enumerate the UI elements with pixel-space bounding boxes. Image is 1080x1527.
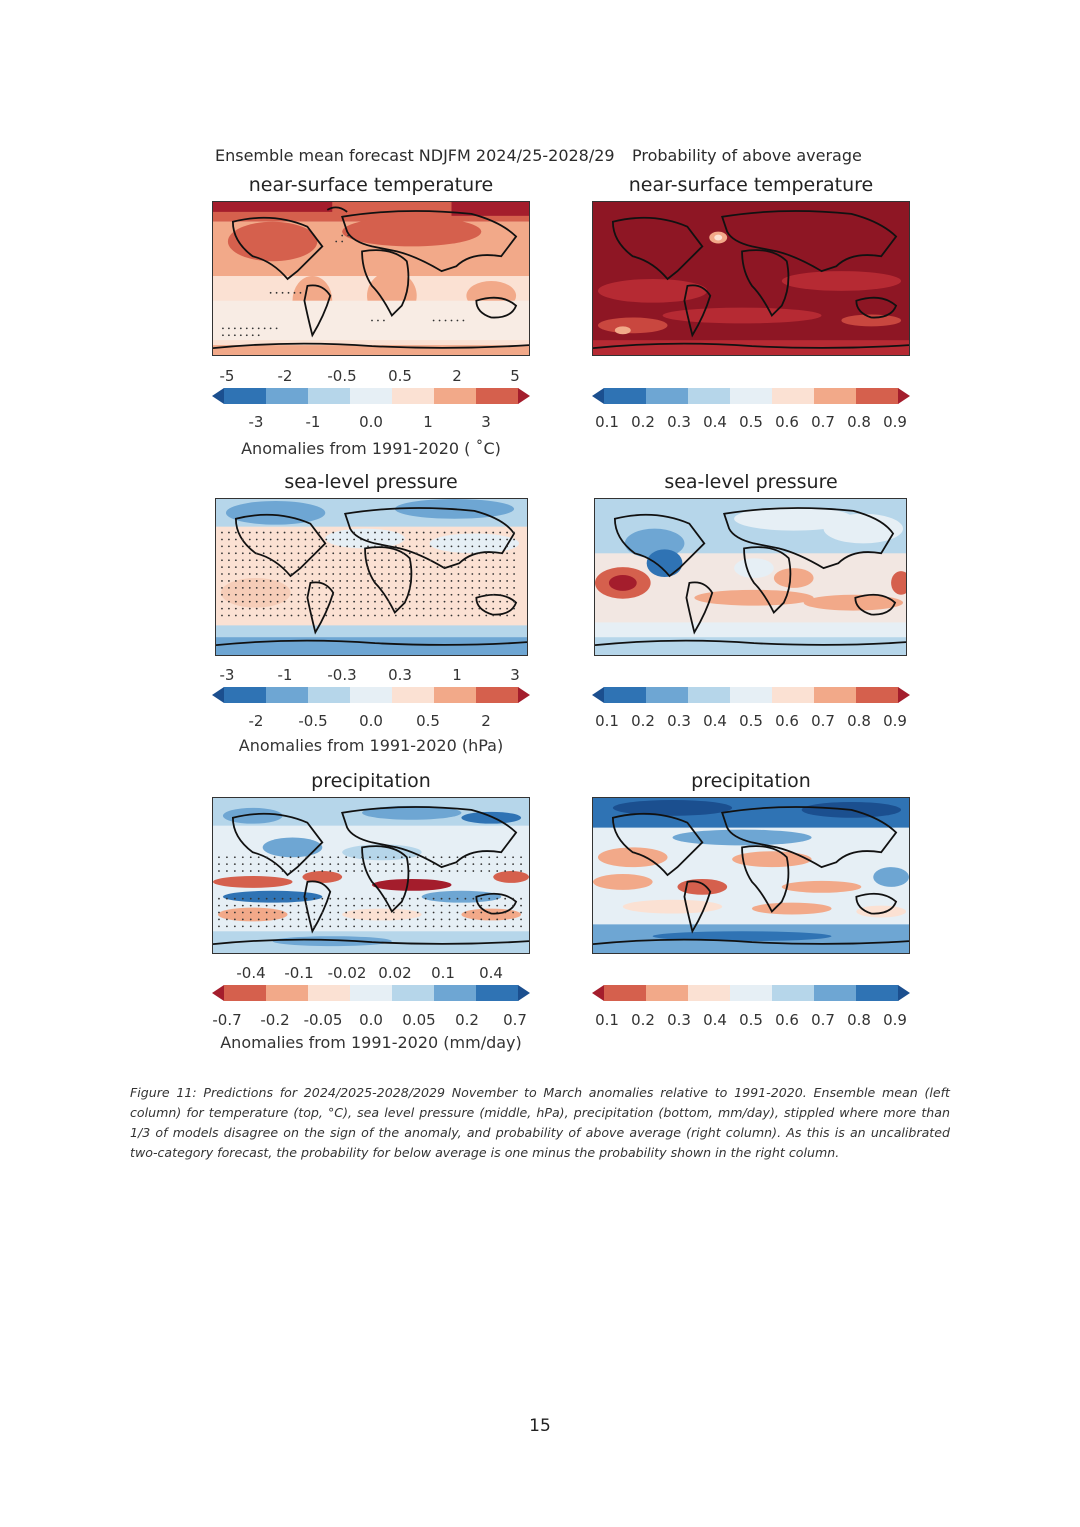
tick-label: 0.9 [883,712,907,730]
tick-label: 0.02 [378,964,412,982]
tick-label: 0.8 [847,413,871,431]
colorbar-segment [308,388,351,404]
colorbar-segment [224,687,267,703]
slp-prob-ticks [592,712,910,732]
colorbar-segment [224,388,267,404]
tick-label: 0.4 [479,964,503,982]
colorbar-segment [688,388,731,404]
colorbar-segment [898,985,910,1001]
precip-prob-ticks [592,1011,910,1031]
tick-label: 0.6 [775,413,799,431]
map-temperature-mean [212,201,530,356]
panel-title-precip-prob: precipitation [691,770,811,792]
tick-label: -0.3 [327,666,357,684]
tick-label: -0.02 [327,964,367,982]
map-pressure-probability [594,498,907,656]
colorbar-segment [434,687,477,703]
colorbar-segment [350,687,393,703]
tick-label: 0.5 [739,1011,763,1029]
tick-label: 0.0 [359,1011,383,1029]
tick-label: 0.3 [667,712,691,730]
colorbar-segment [212,388,224,404]
tick-label: 0.6 [775,1011,799,1029]
colorbar-segment [592,985,604,1001]
tick-label: 0.5 [739,413,763,431]
tick-label: 3 [481,413,491,431]
colorbar-segment [392,388,435,404]
colorbar-segment [814,985,857,1001]
colorbar-temp-prob [592,388,910,404]
tick-label: 0.4 [703,712,727,730]
tick-label: 0.2 [631,712,655,730]
colorbar-segment [856,388,899,404]
tick-label: 0.8 [847,712,871,730]
panel-title-temp-prob: near-surface temperature [628,174,874,196]
figure-header-left: Ensemble mean forecast NDJFM 2024/25-2028/29 [215,146,615,165]
tick-label: -0.7 [212,1011,242,1029]
colorbar-segment [730,985,773,1001]
colorbar-slp-mean [212,687,530,703]
tick-label: -0.1 [284,964,314,982]
tick-label: -1 [277,666,293,684]
colorbar-segment [814,687,857,703]
tick-label: -3 [248,413,264,431]
tick-label: 0.4 [703,413,727,431]
tick-label: 0.3 [667,1011,691,1029]
slp-mean-ticks-bottom [212,712,530,732]
colorbar-segment [898,687,910,703]
colorbar-segment [476,985,519,1001]
colorbar-segment [688,687,731,703]
tick-label: 2 [452,367,462,385]
colorbar-segment [212,687,224,703]
tick-label: -2 [248,712,264,730]
tick-label: 0.0 [359,712,383,730]
panel-title-slp-mean: sea-level pressure [284,471,458,493]
tick-label: 0.9 [883,1011,907,1029]
colorbar-segment [772,687,815,703]
tick-label: 0.2 [631,413,655,431]
map-precipitation-mean [212,797,530,954]
tick-label: 3 [510,666,520,684]
tick-label: 0.5 [416,712,440,730]
colorbar-precip-prob [592,985,910,1001]
tick-label: 2 [481,712,491,730]
tick-label: 0.7 [811,1011,835,1029]
colorbar-segment [266,388,309,404]
map-temperature-probability [592,201,910,356]
temp-mean-ticks-bottom [212,413,530,433]
map-precipitation-probability [592,797,910,954]
tick-label: 0.1 [595,413,619,431]
tick-label: -0.05 [303,1011,343,1029]
colorbar-segment [350,985,393,1001]
precip-mean-ticks-bottom [212,1011,530,1031]
tick-label: -3 [219,666,235,684]
tick-label: -0.4 [236,964,266,982]
colorbar-segment [350,388,393,404]
colorbar-segment [856,985,899,1001]
tick-label: -2 [277,367,293,385]
colorbar-segment [392,687,435,703]
colorbar-segment [646,687,689,703]
colorbar-segment [224,985,267,1001]
slp-mean-ticks-top [212,666,530,686]
colorbar-slp-prob [592,687,910,703]
colorbar-segment [518,687,530,703]
tick-label: 1 [423,413,433,431]
precip-mean-units: Anomalies from 1991-2020 (mm/day) [220,1033,522,1052]
tick-label: 0.2 [631,1011,655,1029]
colorbar-segment [434,388,477,404]
colorbar-segment [308,687,351,703]
tick-label: 5 [510,367,520,385]
colorbar-segment [898,388,910,404]
tick-label: 0.3 [667,413,691,431]
slp-mean-units: Anomalies from 1991-2020 (hPa) [238,736,504,755]
colorbar-segment [592,388,604,404]
tick-label: 0.2 [455,1011,479,1029]
tick-label: 0.4 [703,1011,727,1029]
colorbar-segment [266,687,309,703]
tick-label: 0.8 [847,1011,871,1029]
colorbar-segment [212,985,224,1001]
temp-prob-ticks [592,413,910,433]
panel-title-slp-prob: sea-level pressure [664,471,838,493]
tick-label: 0.1 [431,964,455,982]
tick-label: 0.7 [811,712,835,730]
colorbar-segment [646,388,689,404]
colorbar-segment [646,985,689,1001]
map-pressure-mean [215,498,528,656]
tick-label: -0.5 [327,367,357,385]
tick-label: 0.7 [503,1011,527,1029]
colorbar-segment [266,985,309,1001]
figure-header-right: Probability of above average [632,146,862,165]
colorbar-segment [518,985,530,1001]
colorbar-segment [518,388,530,404]
colorbar-segment [604,985,647,1001]
tick-label: 0.5 [388,367,412,385]
tick-label: -5 [219,367,235,385]
colorbar-segment [772,388,815,404]
tick-label: -0.2 [260,1011,290,1029]
colorbar-segment [856,687,899,703]
colorbar-segment [604,388,647,404]
colorbar-segment [772,985,815,1001]
colorbar-segment [814,388,857,404]
tick-label: 1 [452,666,462,684]
tick-label: 0.9 [883,413,907,431]
colorbar-segment [688,985,731,1001]
page-number: 15 [529,1416,551,1436]
tick-label: 0.05 [402,1011,436,1029]
tick-label: 0.1 [595,712,619,730]
tick-label: -0.5 [298,712,328,730]
colorbar-precip-mean [212,985,530,1001]
tick-label: -1 [305,413,321,431]
figure-caption: Figure 11: Predictions for 2024/2025-2028/2029 November to March anomalies relative to 1991-2020. Ensemble mean (left column) for temperature (top, °C), sea level pressure (middle, hPa), precipitation (bottom, mm/day), stippled where more than 1/3 of models disagree on the sign of the anomaly, and probability of above average (right column). As this is an uncalibrated two-category forecast, the probability for below average is one minus the probability shown in the right column. [130,1085,950,1160]
tick-label: 0.0 [359,413,383,431]
tick-label: 0.3 [388,666,412,684]
colorbar-segment [604,687,647,703]
tick-label: 0.6 [775,712,799,730]
colorbar-temp-mean [212,388,530,404]
temp-mean-units: Anomalies from 1991-2020 ( ˚C) [241,439,501,458]
temp-mean-ticks-top [212,367,530,387]
precip-mean-ticks-top [212,964,530,984]
colorbar-segment [730,687,773,703]
colorbar-segment [476,388,519,404]
tick-label: 0.7 [811,413,835,431]
tick-label: 0.1 [595,1011,619,1029]
tick-label: 0.5 [739,712,763,730]
colorbar-segment [476,687,519,703]
colorbar-segment [308,985,351,1001]
panel-title-precip-mean: precipitation [311,770,431,792]
colorbar-segment [730,388,773,404]
colorbar-segment [592,687,604,703]
panel-title-temp-mean: near-surface temperature [248,174,494,196]
colorbar-segment [392,985,435,1001]
colorbar-segment [434,985,477,1001]
